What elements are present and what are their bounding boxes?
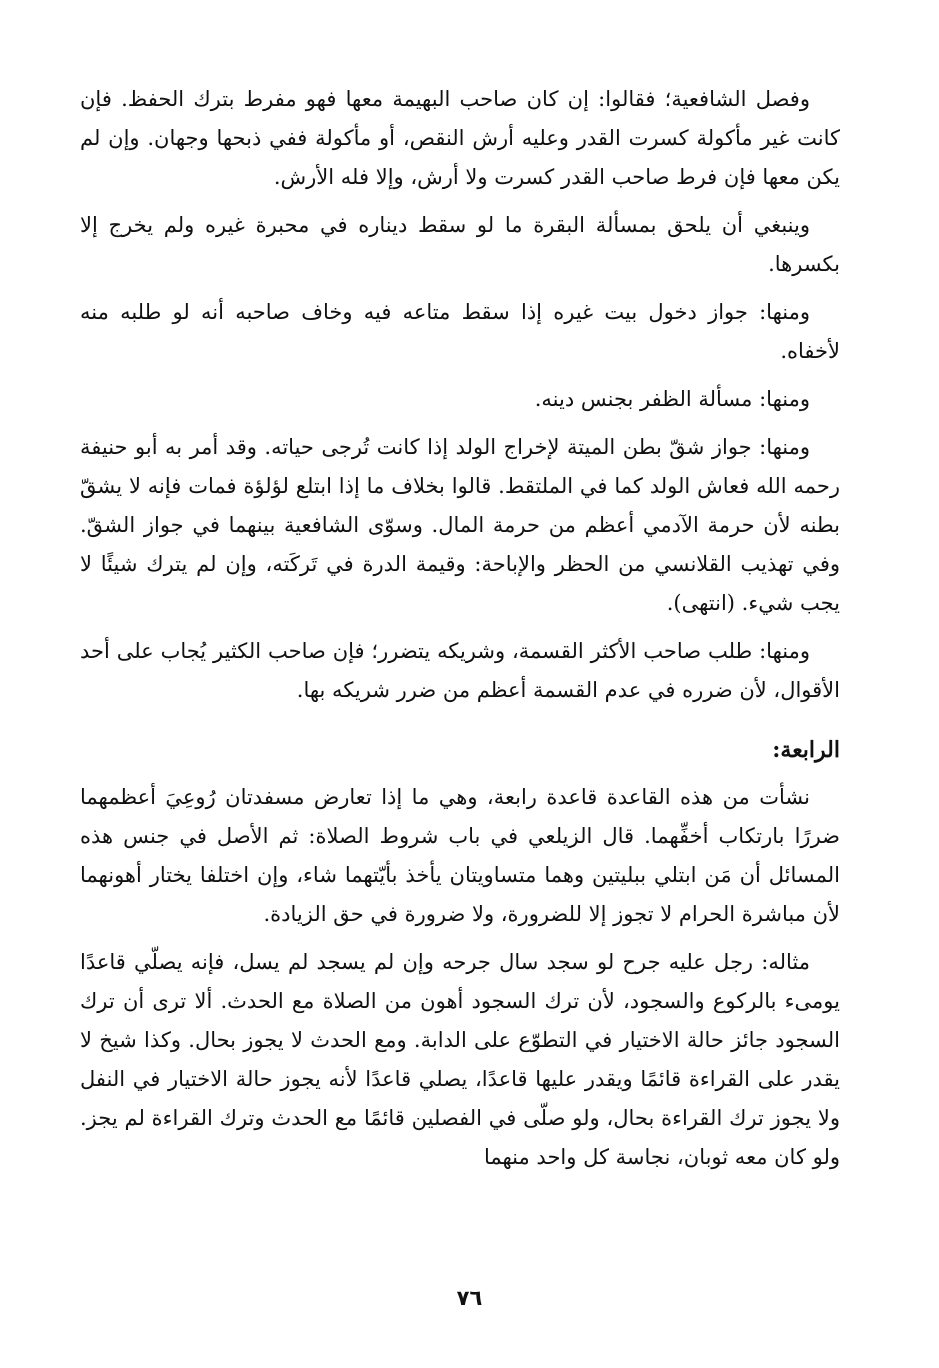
page-number: ٧٦ [456,1286,483,1310]
paragraph-example: مثاله: رجل عليه جرح لو سجد سال جرحه وإن لم يسجد لم يسل، فإنه يصلّي قاعدًا يومىء بالركوع والسجود، لأن ترك السجود أهون من الصلاة مع الحدث. ألا ترى أن ترك السجود جائز حالة الاختيار في التطوّع على الدابة. ومع الحدث لا يجوز بحال. وكذا شيخ لا يقدر على القراءة قائمًا ويقدر عليها قاعدًا، يصلي قاعدًا لأنه يجوز حالة الاختيار في النفل ولا يجوز ترك القراءة بحال، ولو صلّى في الفصلين قائمًا مع الحدث وترك القراءة لم يجز. ولو كان معه ثوبان، نجاسة كل واحد منهما [80,950,840,1169]
paragraph-fourth-rule: نشأت من هذه القاعدة قاعدة رابعة، وهي ما إذا تعارض مسفدتان رُوعِيَ أعظمهما ضررًا بارتكاب أخفِّهما. قال الزيلعي في باب شروط الصلاة: ثم الأصل في جنس هذه المسائل أن مَن ابتلي ببليتين وهما متساويتان يأخذ بأيّتهما شاء، وإن اختلفا يختار أهونهما لأن مباشرة الحرام لا تجوز إلا للضرورة، ولا ضرورة في حق الزيادة. [80,785,840,926]
section-heading: الرابعة: [772,737,840,763]
paragraph-entering-house: ومنها: جواز دخول بيت غيره إذا سقط متاعه فيه وخاف صاحبه أنه لو طلبه منه لأخفاه. [80,300,840,363]
page-body [80,80,840,1177]
paragraph-cow-issue: وينبغي أن يلحق بمسألة البقرة ما لو سقط ديناره في محبرة غيره ولم يخرج إلا بكسرها. [80,213,840,276]
paragraph-cutting-belly: ومنها: جواز شقّ بطن الميتة لإخراج الولد إذا كانت تُرجى حياته. وقد أمر به أبو حنيفة رحمه الله فعاش الولد كما في الملتقط. قالوا بخلاف ما إذا ابتلع لؤلؤة فمات فإنه لا يشقّ بطنه لأن حرمة الآدمي أعظم من حرمة المال. وسوّى الشافعية بينهما في جواز الشقّ. وفي تهذيب القلانسي من الحظر والإباحة: وقيمة الدرة في تَركَته، وإن لم يترك شيئًا لا يجب شيء. (انتهى). [80,435,840,615]
paragraph-division-request: ومنها: طلب صاحب الأكثر القسمة، وشريكه يتضرر؛ فإن صاحب الكثير يُجاب على أحد الأقوال، لأن ضرره في عدم القسمة أعظم من ضرر شريكه بها. [80,639,840,702]
paragraph-zafar-issue: ومنها: مسألة الظفر بجنس دينه. [534,387,810,411]
paragraph-shafii-division: وفصل الشافعية؛ فقالوا: إن كان صاحب البهيمة معها فهو مفرط بترك الحفظ. فإن كانت غير مأكولة كسرت القدر وعليه أرش النقص، أو مأكولة ففي ذبحها وجهان. وإن لم يكن معها فإن فرط صاحب القدر كسرت ولا أرش، وإلا فله الأرش. [80,87,840,189]
